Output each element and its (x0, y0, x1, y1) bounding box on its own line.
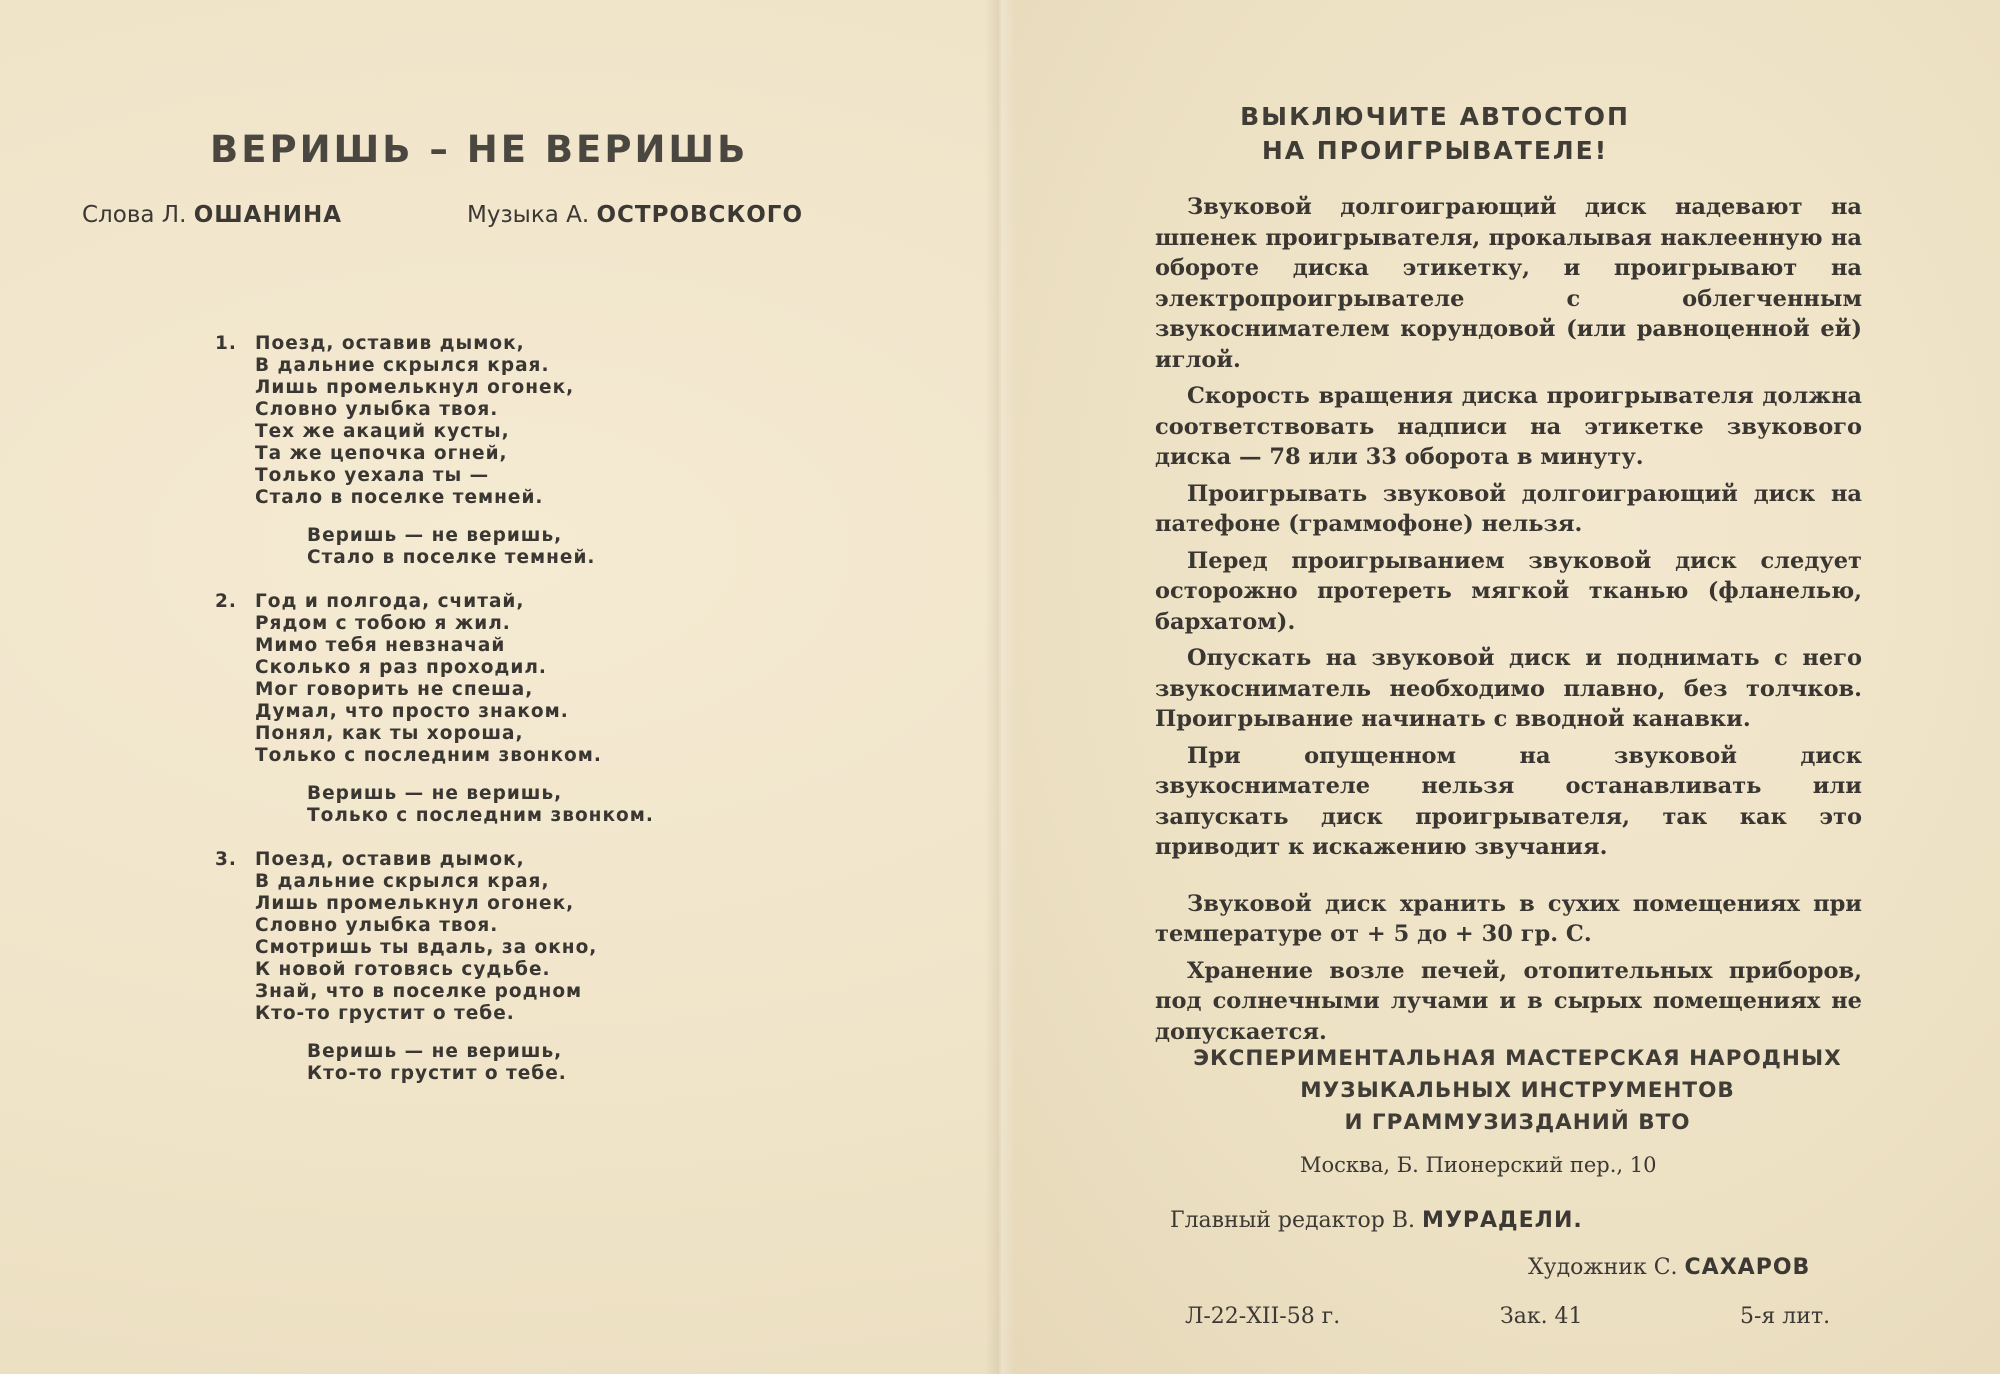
refrain-2 (215, 783, 815, 827)
music-label: Музыка А. (467, 202, 590, 228)
imprint-code: Л-22-XII-58 г. (1185, 1304, 1341, 1329)
instruction-paragraph: Хранение возле печей, отопительных приборов, под солнечными лучами и в сырых помещениях не допускается. (1155, 957, 1862, 1045)
verse-number: 3. (215, 849, 237, 870)
lyric-line: Понял, как ты хороша, (255, 723, 524, 744)
lyric-line: Кто-то грустит о тебе. (255, 1003, 515, 1024)
refrain-line: Веришь — не веришь, (307, 525, 563, 546)
verse-3 (215, 849, 815, 1025)
composer-credit (467, 202, 803, 228)
refrain-1 (215, 525, 815, 569)
artist-label: Художник С. (1528, 1255, 1678, 1280)
lyric-line: Словно улыбка твоя. (255, 915, 499, 936)
song-lyrics (215, 333, 815, 1107)
instruction-paragraph: Проигрывать звуковой долгоиграющий диск на патефоне (граммофоне) нельзя. (1155, 480, 1862, 537)
instruction-paragraph: При опущенном на звуковой диск звукоснимателе нельзя останавливать или запускать диск проигрывателя, так как это приводит к искажению звучания. (1155, 742, 1862, 860)
composer-name: ОСТРОВСКОГО (596, 202, 803, 228)
order-number: Зак. 41 (1500, 1304, 1583, 1329)
lyric-line: Словно улыбка твоя. (255, 399, 499, 420)
lyric-line: Поезд, оставив дымок, (255, 849, 525, 870)
lyric-line: Сколько я раз проходил. (255, 657, 547, 678)
publisher-line: И ГРАММУЗИЗДАНИЙ ВТО (1344, 1110, 1691, 1135)
instructions-text (1155, 192, 1862, 1053)
refrain-line: Только с последним звонком. (307, 805, 654, 826)
refrain-3 (215, 1041, 815, 1085)
refrain-line: Веришь — не веришь, (307, 783, 563, 804)
lyric-line: Знай, что в поселке родном (255, 981, 583, 1002)
lyric-line: Только уехала ты — (255, 465, 490, 486)
lyric-line: Та же цепочка огней, (255, 443, 508, 464)
lyric-line: Рядом с тобою я жил. (255, 613, 511, 634)
refrain-line: Кто-то грустит о тебе. (307, 1063, 567, 1084)
print-sheets: 5-я лит. (1740, 1304, 1831, 1329)
lyric-line: Думал, что просто знаком. (255, 701, 569, 722)
editor-name: МУРАДЕЛИ. (1422, 1208, 1583, 1233)
lyricist-name: ОШАНИНА (193, 202, 343, 228)
lyric-line: Мог говорить не спеша, (255, 679, 534, 700)
lyric-line: Поезд, оставив дымок, (255, 333, 525, 354)
lyric-line: Год и полгода, считай, (255, 591, 525, 612)
lyric-line: В дальние скрылся края. (255, 355, 550, 376)
artist-name: САХАРОВ (1684, 1255, 1811, 1280)
lyric-line: В дальние скрылся края, (255, 871, 550, 892)
lyric-line: Лишь промелькнул огонек, (255, 893, 575, 914)
editor-label: Главный редактор В. (1170, 1208, 1416, 1233)
chief-editor (1170, 1208, 1583, 1233)
verse-1 (215, 333, 815, 509)
lyric-line: Смотришь ты вдаль, за окно, (255, 937, 598, 958)
artist-credit (1528, 1255, 1810, 1280)
song-title: ВЕРИШЬ – НЕ ВЕРИШЬ (210, 128, 749, 171)
lyric-line: Только с последним звонком. (255, 745, 602, 766)
publisher-line: ЭКСПЕРИМЕНТАЛЬНАЯ МАСТЕРСКАЯ НАРОДНЫХ (1193, 1046, 1842, 1071)
lyric-line: Лишь промелькнул огонек, (255, 377, 575, 398)
verse-number: 2. (215, 591, 237, 612)
refrain-line: Стало в поселке темней. (307, 547, 596, 568)
lyric-line: К новой готовясь судьбе. (255, 959, 551, 980)
lyric-line: Мимо тебя невзначай (255, 635, 506, 656)
lyric-line: Тех же акаций кусты, (255, 421, 510, 442)
instruction-paragraph: Звуковой диск хранить в сухих помещениях при температуре от + 5 до + 30 гр. С. (1155, 890, 1862, 947)
instructions-heading (1150, 100, 1720, 168)
instruction-paragraph: Перед проигрыванием звуковой диск следует осторожно протереть мягкой тканью (фланелью, бархатом). (1155, 547, 1862, 635)
refrain-line: Веришь — не веришь, (307, 1041, 563, 1062)
page-fold (985, 0, 1015, 1374)
instruction-paragraph: Звуковой долгоиграющий диск надевают на шпенек проигрывателя, прокалывая наклеенную на обороте диска этикетку, и проигрывают на электропроигрывателе с облегченным звукоснимателем корундовой (или равноценной ей) иглой. (1155, 194, 1862, 373)
instruction-paragraph: Скорость вращения диска проигрывателя должна соответствовать надписи на этикетке звукового диска — 78 или 33 оборота в минуту. (1155, 383, 1862, 470)
lyrics-label: Слова Л. (82, 202, 187, 228)
verse-2 (215, 591, 815, 767)
publisher-name (1160, 1043, 1875, 1139)
publisher-address: Москва, Б. Пионерский пер., 10 (1300, 1153, 1657, 1177)
publisher-line: МУЗЫКАЛЬНЫХ ИНСТРУМЕНТОВ (1300, 1078, 1735, 1103)
verse-number: 1. (215, 333, 237, 354)
heading-line: НА ПРОИГРЫВАТЕЛЕ! (1261, 136, 1609, 165)
lyric-line: Стало в поселке темней. (255, 487, 544, 508)
heading-line: ВЫКЛЮЧИТЕ АВТОСТОП (1240, 102, 1630, 131)
lyricist-credit (82, 202, 342, 228)
instruction-paragraph: Опускать на звуковой диск и поднимать с него звукосниматель необходимо плавно, без толчков. Проигрывание начинать с вводной канавки. (1155, 645, 1862, 732)
